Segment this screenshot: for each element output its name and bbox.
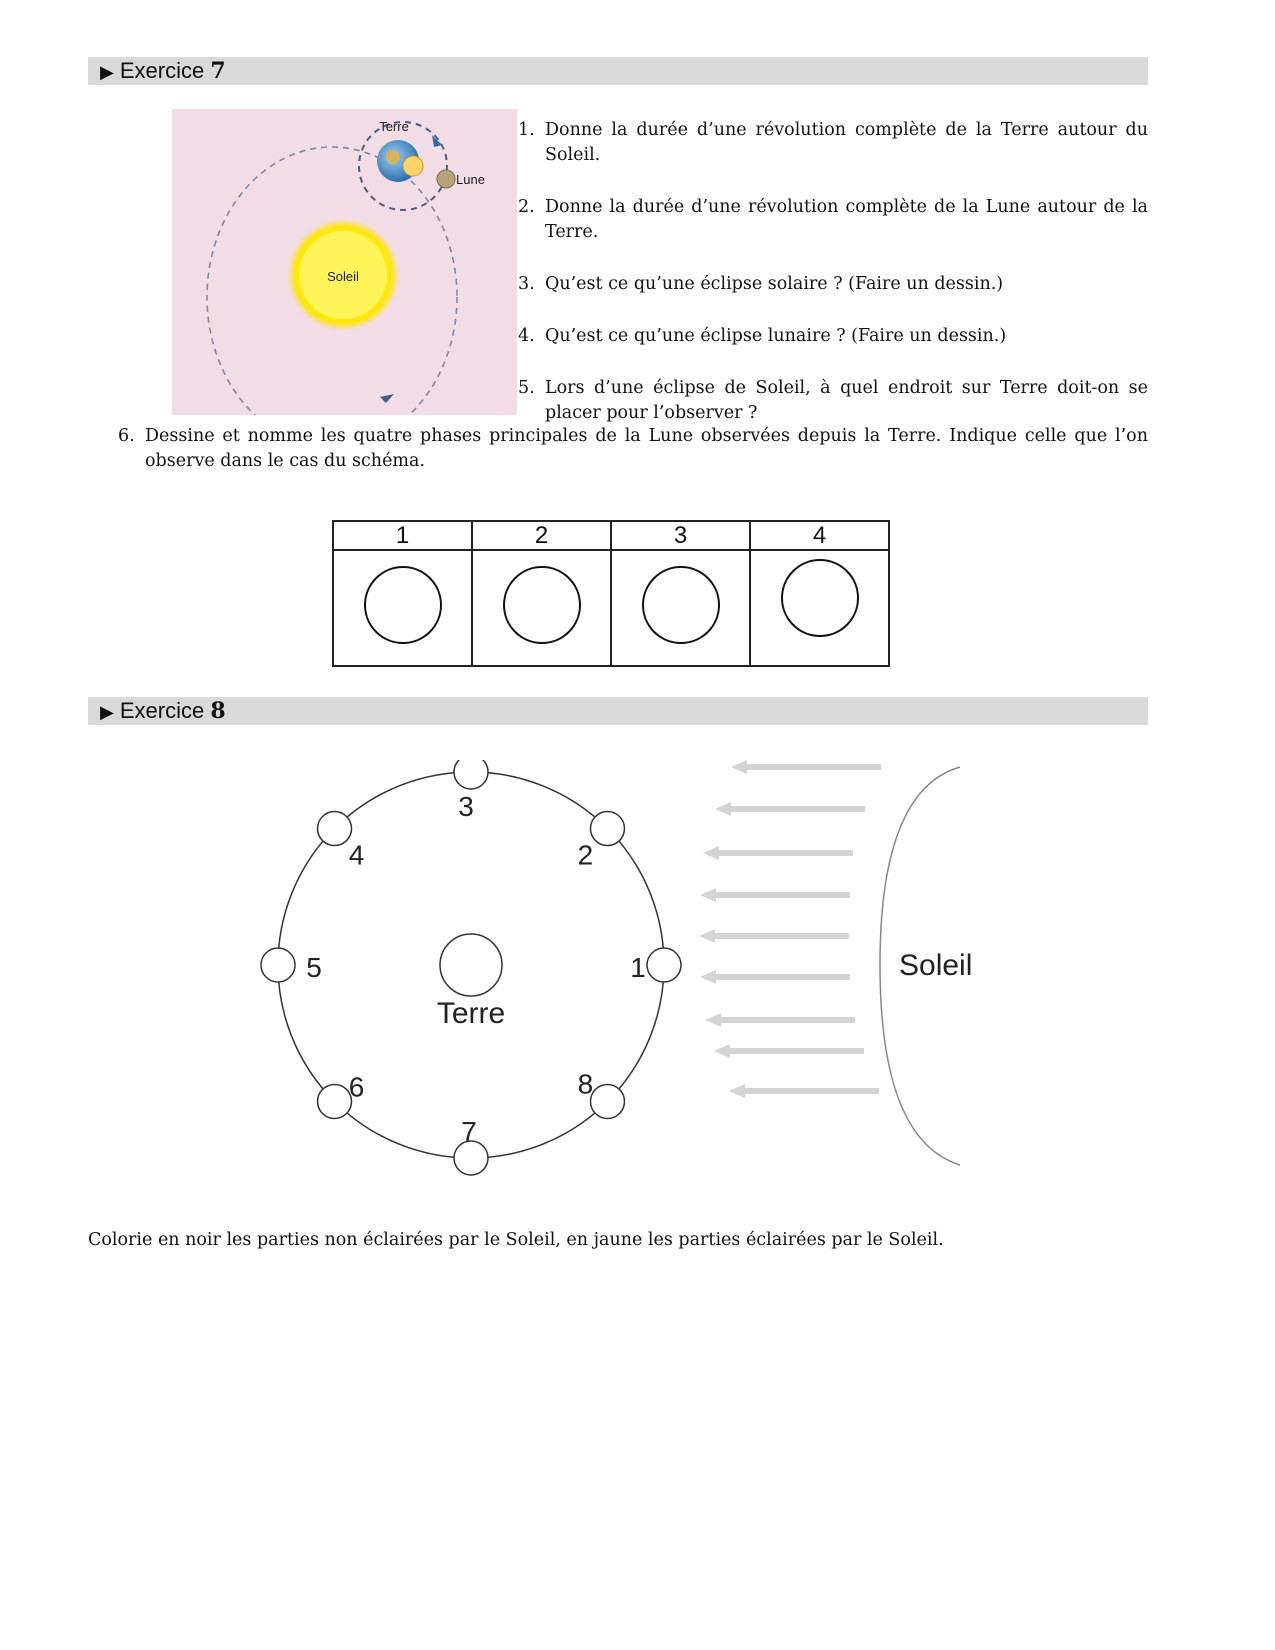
sunlight-arrowhead [703, 846, 719, 860]
question-number: 1. [518, 120, 535, 140]
exercise-8-header [88, 697, 1148, 725]
instruction-text: Colorie en noir les parties non éclairées par le Soleil, en jaune les parties éclairées par le Soleil. [88, 1230, 944, 1250]
question-number: 3. [518, 274, 535, 294]
moon-position-label: 7 [461, 1116, 477, 1147]
question-number: 6. [118, 426, 135, 446]
sunlight-arrowhead [700, 970, 716, 984]
phase-circle[interactable] [364, 566, 442, 644]
phase-column-header: 3 [611, 521, 750, 550]
triangle-icon: ▶ [100, 62, 114, 82]
question-5 [518, 376, 1148, 426]
phase-cell[interactable] [333, 550, 472, 666]
question-text: Donne la durée d’une révolution complète de la Terre autour du Soleil. [545, 120, 1148, 165]
question-text: Qu’est ce qu’une éclipse solaire ? (Faire un dessin.) [545, 274, 1004, 294]
question-number: 5. [518, 378, 535, 398]
moon-position-label: 2 [577, 839, 594, 871]
moon-position-4[interactable] [318, 812, 352, 846]
moon-position-label: 4 [348, 839, 365, 871]
triangle-icon: ▶ [100, 702, 114, 722]
question-6 [118, 424, 1148, 474]
exercise-8-number: 8 [210, 698, 226, 724]
moon-position-3[interactable] [454, 760, 488, 789]
question-text: Dessine et nomme les quatre phases principales de la Lune observées depuis la Terre. Indique celle que l’on observe dans le cas du schéma. [145, 426, 1148, 471]
question-4 [518, 324, 1148, 349]
moon-body [437, 170, 455, 188]
question-number: 4. [518, 326, 535, 346]
sunlight-rays [699, 760, 881, 1098]
sunlight-arrowhead [700, 888, 716, 902]
orbit-figure [172, 109, 517, 415]
sunlight-arrowhead [699, 929, 715, 943]
phase-circle[interactable] [781, 559, 859, 637]
moon-position-6[interactable] [318, 1084, 352, 1118]
sunlight-arrowhead [705, 1013, 721, 1027]
moon-position-8[interactable] [590, 1084, 624, 1118]
earth-circle [440, 934, 502, 996]
moon-position-label: 5 [306, 952, 322, 983]
earth-label: Terre [436, 997, 506, 1030]
moon-position-5[interactable] [261, 948, 295, 982]
moon-positions-figure [255, 760, 985, 1192]
exercise-7-label: Exercice [119, 58, 205, 83]
moon-position-label: 3 [458, 791, 474, 822]
exercise-7-number: 7 [210, 58, 226, 84]
questions-list [518, 118, 1148, 453]
phase-column-header: 2 [472, 521, 611, 550]
question-text: Qu’est ce qu’une éclipse lunaire ? (Faire un dessin.) [545, 326, 1007, 346]
phase-circle[interactable] [642, 566, 720, 644]
question-1 [518, 118, 1148, 168]
question-3 [518, 272, 1148, 297]
moon-position-2[interactable] [590, 812, 624, 846]
sunlight-arrowhead [731, 760, 747, 774]
phase-cell[interactable] [611, 550, 750, 666]
exercise-8-label: Exercice [119, 698, 205, 723]
question-text: Lors d’une éclipse de Soleil, à quel endroit sur Terre doit-on se placer pour l’observer ? [545, 378, 1148, 423]
moon-phase-table [332, 520, 890, 667]
sunlight-arrowhead [715, 802, 731, 816]
phase-column-header: 4 [750, 521, 889, 550]
child-face [403, 156, 423, 176]
sun-label: Soleil [899, 949, 973, 982]
sunlight-arrowhead [714, 1044, 730, 1058]
question-2 [518, 195, 1148, 245]
moon-position-label: 1 [630, 952, 646, 983]
moon-label: Lune [456, 172, 485, 187]
sunlight-arrowhead [729, 1084, 745, 1098]
phase-cell[interactable] [472, 550, 611, 666]
exercise-7-header [88, 57, 1148, 85]
phase-cell[interactable] [750, 550, 889, 666]
phase-circle[interactable] [503, 566, 581, 644]
moon-position-label: 8 [577, 1068, 594, 1100]
question-number: 2. [518, 197, 535, 217]
phase-column-header: 1 [333, 521, 472, 550]
moon-position-1[interactable] [647, 948, 681, 982]
moon-position-label: 6 [348, 1071, 365, 1103]
sun-label: Soleil [327, 269, 359, 284]
question-text: Donne la durée d’une révolution complète de la Lune autour de la Terre. [545, 197, 1148, 242]
earth-label: Terre [379, 119, 409, 134]
